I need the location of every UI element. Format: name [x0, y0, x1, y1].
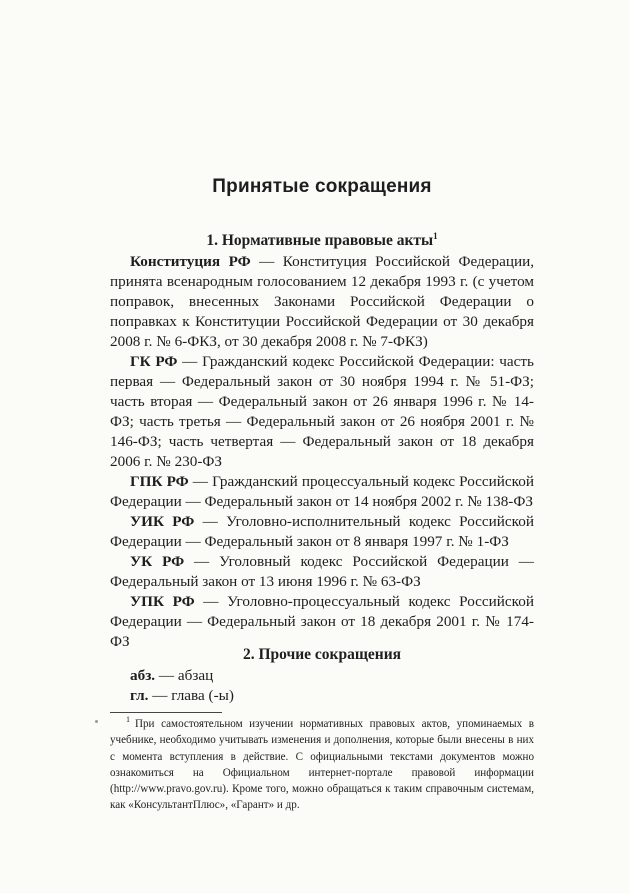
list-item [110, 686, 534, 706]
definition: — абзац [155, 667, 214, 684]
abbreviation: ГПК РФ [130, 473, 189, 490]
normative-acts-list [110, 252, 534, 652]
section-heading-other: 2. Прочие сокращения [242, 646, 402, 663]
page-title: Принятые сокращения [212, 176, 432, 197]
list-item [110, 252, 534, 352]
definition: — Уголовно-исполнительный кодекс Российской Федерации — Федеральный закон от 8 января 1997 г. № 1-ФЗ [110, 513, 534, 550]
footnote-text [110, 716, 534, 814]
list-item [110, 592, 534, 652]
scan-speck [95, 720, 98, 723]
abbreviation: УИК РФ [130, 513, 195, 530]
list-item [110, 666, 534, 686]
abbreviation: гл. [130, 687, 149, 704]
footnote-number: 1 [126, 715, 130, 725]
list-item [110, 352, 534, 472]
footnote-body: При самостоятельном изучении нормативных правовых актов, упоминаемых в учебнике, необходимо учитывать изменения и дополнения, которые были внесены в них с момента вступления в действие. С официальными текстами документов можно ознакомиться на Официальном интернет-портале правовой информации (http://www.pravo.gov.ru). Кроме того, можно обращаться к таким справочным системам, как «КонсультантПлюс», «Гарант» и др. [110, 718, 534, 812]
other-abbreviations-list [110, 666, 534, 706]
section-heading-text: 1. Нормативные правовые акты [206, 232, 434, 249]
abbreviation: Конституция РФ [130, 253, 251, 270]
footnote-divider [110, 712, 222, 713]
definition: — Гражданский кодекс Российской Федерации: часть первая — Федеральный закон от 30 ноября 1994 г. № 51-ФЗ; часть вторая — Федеральный закон от 26 января 1996 г. № 14-ФЗ; часть третья — Федеральный закон от 26 ноября 2001 г. № 146-ФЗ; часть четвертая — Федеральный закон от 18 декабря 2006 г. № 230-ФЗ [110, 353, 534, 470]
definition: — Уголовный кодекс Российской Федерации — Федеральный закон от 13 июня 1996 г. № 63-ФЗ [110, 553, 534, 590]
list-item [110, 552, 534, 592]
definition: — глава (-ы) [148, 687, 234, 704]
list-item [110, 512, 534, 552]
book-page [110, 0, 534, 893]
abbreviation: УПК РФ [130, 593, 195, 610]
abbreviation: абз. [130, 667, 156, 684]
definition: — Уголовно-процессуальный кодекс Российской Федерации — Федеральный закон от 18 декабря 2001 г. № 174-ФЗ [110, 593, 534, 650]
definition: — Конституция Российской Федерации, принята всенародным голосованием 12 декабря 1993 г. (с учетом поправок, внесенных Законами Российской Федерации о поправках к Конституции Российской Федерации от 30 декабря 2008 г. № 6-ФКЗ, от 30 декабря 2008 г. № 7-ФКЗ) [110, 253, 534, 350]
definition: — Гражданский процессуальный кодекс Российской Федерации — Федеральный закон от 14 ноября 2002 г. № 138-ФЗ [110, 473, 534, 510]
abbreviation: УК РФ [130, 553, 185, 570]
footnote-reference: 1 [433, 230, 438, 241]
list-item [110, 472, 534, 512]
abbreviation: ГК РФ [130, 353, 178, 370]
section-heading-normative-acts [110, 232, 534, 250]
footnote [110, 716, 534, 814]
